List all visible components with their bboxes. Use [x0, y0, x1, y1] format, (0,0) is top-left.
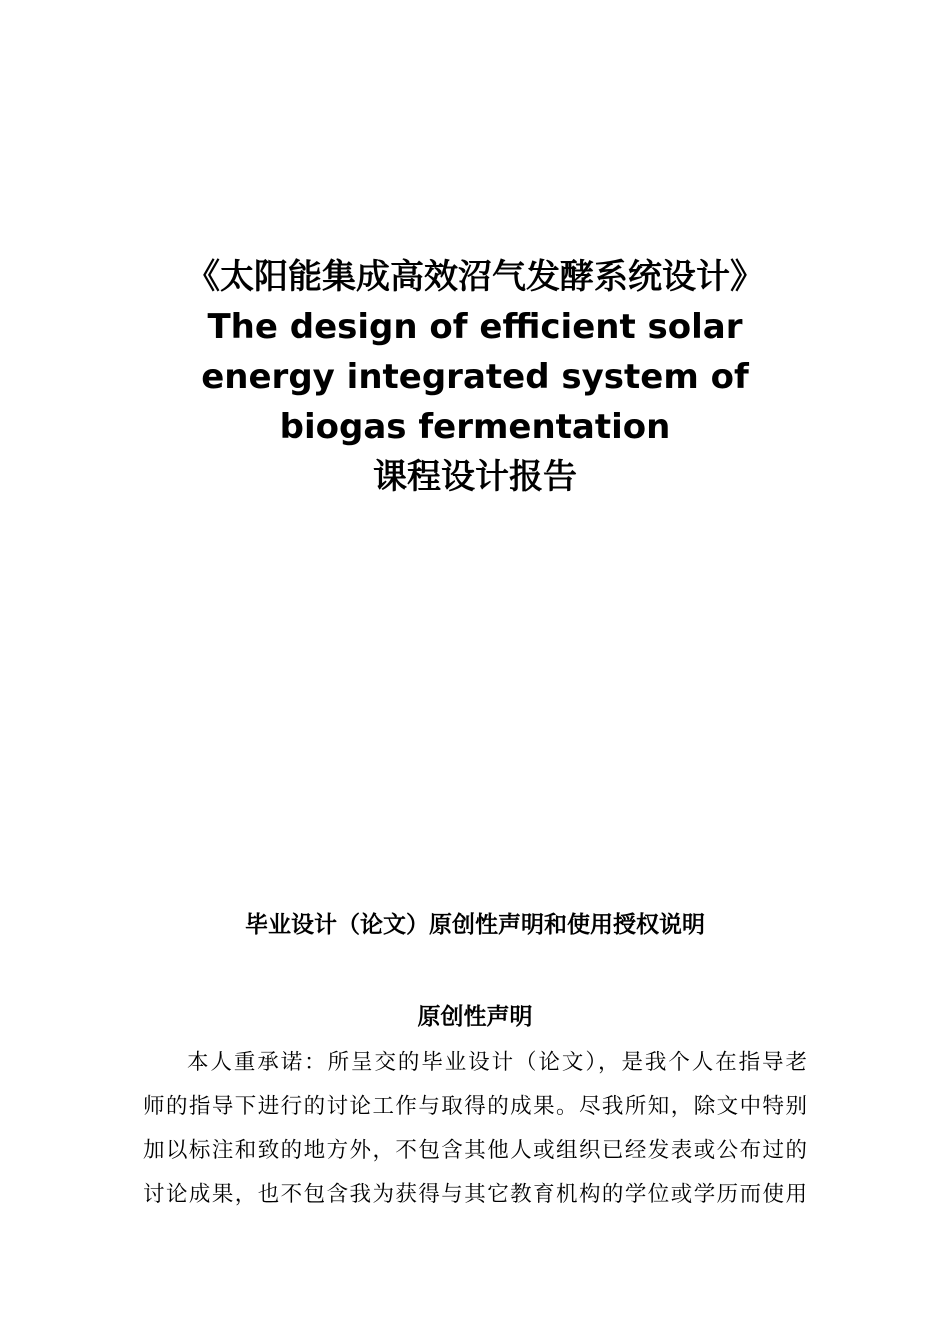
- title-line-report: 课程设计报告: [373, 457, 577, 497]
- declaration-heading: 毕业设计（论文）原创性声明和使用授权说明: [245, 912, 705, 938]
- originality-paragraph: [143, 1041, 807, 1217]
- paragraph-line: 讨论成果，也不包含我为获得与其它教育机构的学位或学历而使用: [143, 1182, 807, 1207]
- paragraph-line: 本人重承诺：所呈交的毕业设计（论文），是我个人在指导老: [187, 1050, 807, 1075]
- title-line-english-1: The design of efficient solar: [207, 307, 743, 347]
- title-line-chinese: 《太阳能集成高效沼气发酵系统设计》: [186, 257, 764, 297]
- title-line-english-2: energy integrated system of: [201, 357, 749, 397]
- originality-heading: 原创性声明: [417, 1004, 533, 1030]
- paragraph-line: 师的指导下进行的讨论工作与取得的成果。尽我所知，除文中特别: [143, 1094, 807, 1119]
- title-line-english-3: biogas fermentation: [279, 407, 671, 447]
- document-title: [140, 252, 810, 502]
- paragraph-line: 加以标注和致的地方外，不包含其他人或组织已经发表或公布过的: [143, 1138, 807, 1163]
